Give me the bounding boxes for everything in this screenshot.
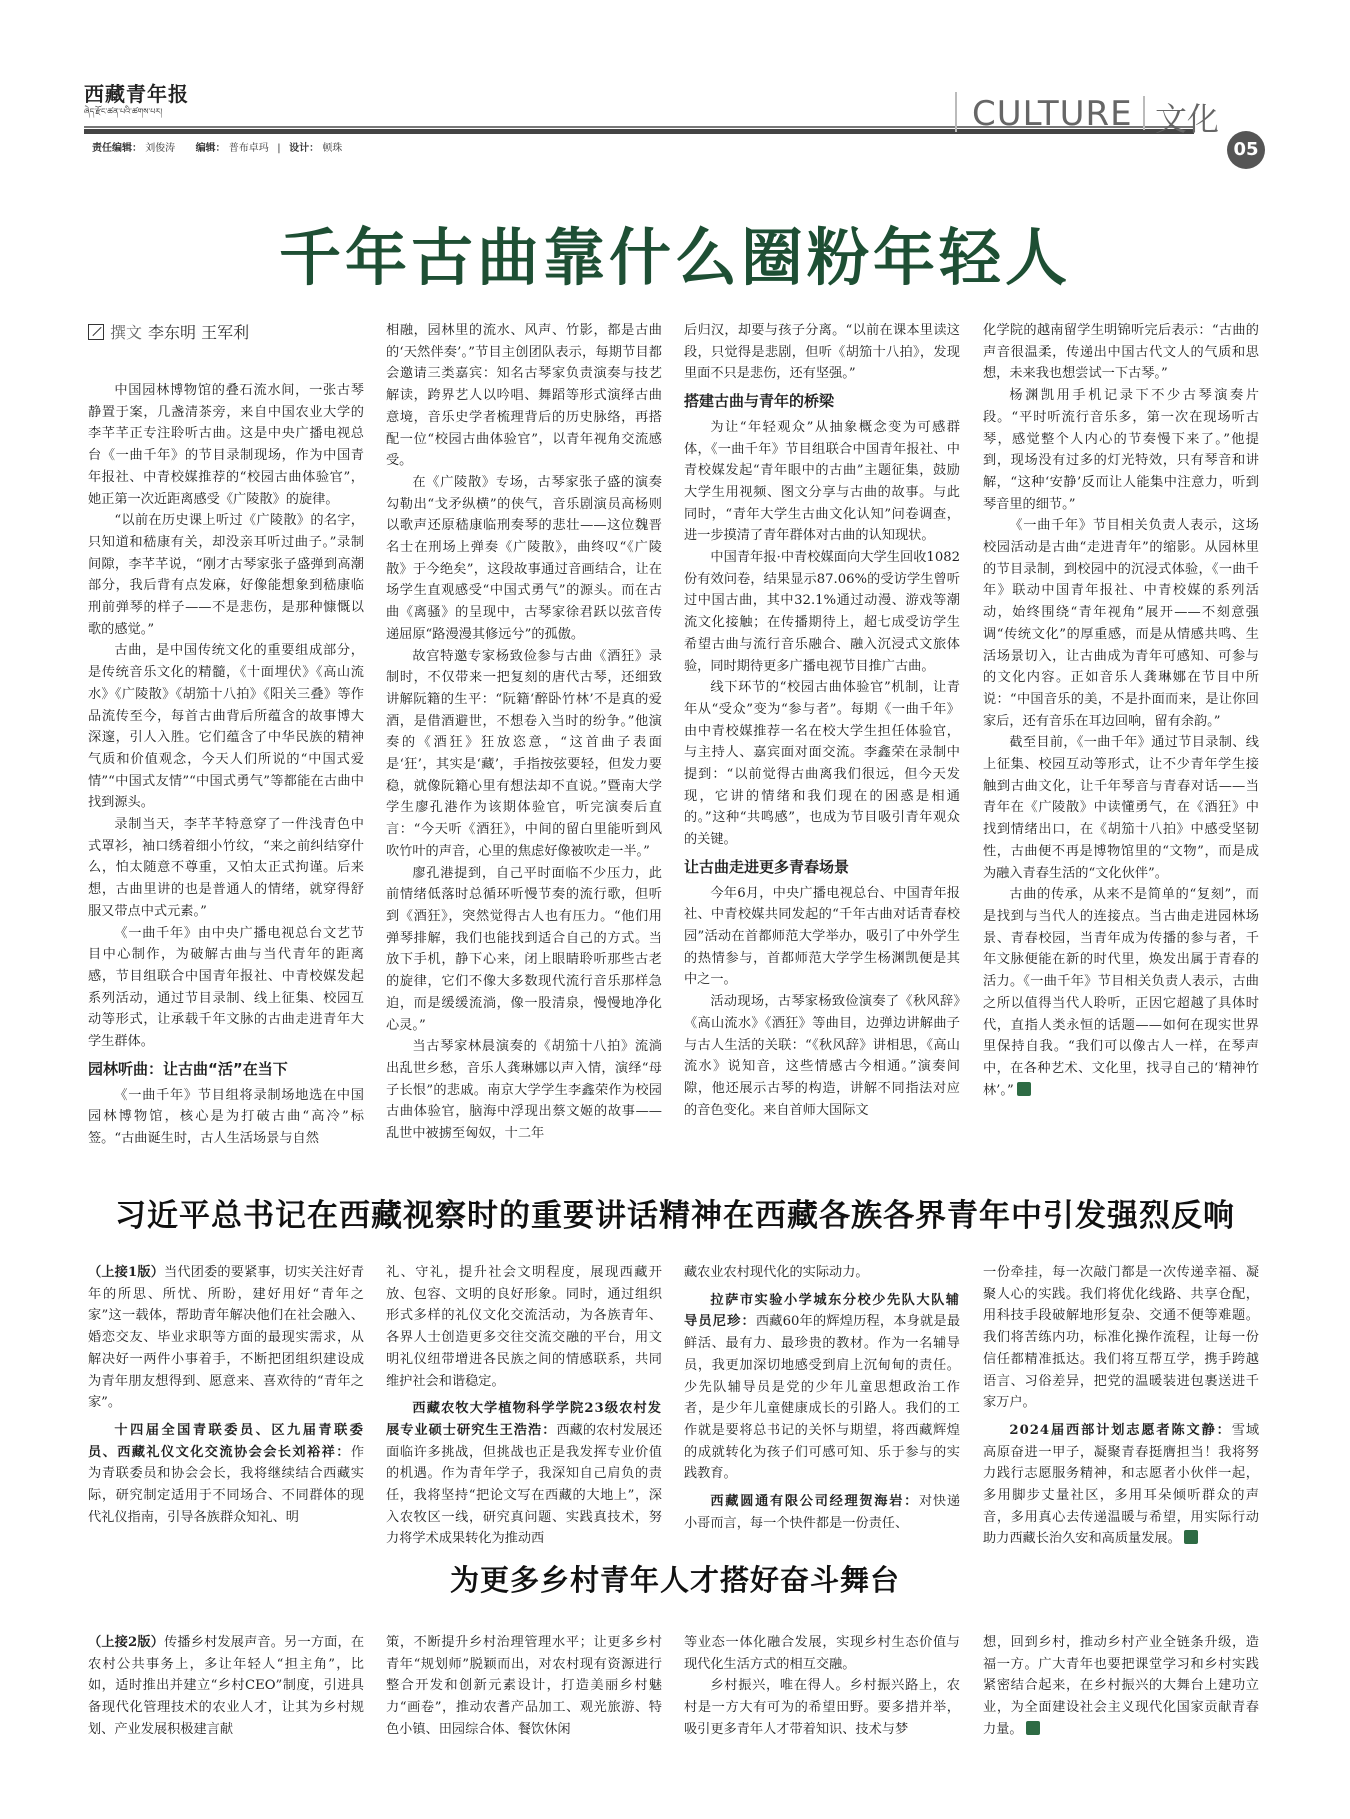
paragraph xyxy=(684,1290,960,1485)
byline xyxy=(88,320,249,343)
subheading: 搭建古曲与青年的桥梁 xyxy=(684,392,835,411)
paragraph: 乡村振兴，唯在得人。乡村振兴路上，农村是一方大有可为的希望田野。要多措并举，吸引更多青年人才带着知识、技术与梦 xyxy=(684,1678,960,1737)
end-mark-icon xyxy=(1184,1530,1198,1544)
section-divider xyxy=(955,92,957,132)
section-name-cn: 文化 xyxy=(1155,100,1220,138)
article2-column-1 xyxy=(88,1262,364,1528)
article1-column-1 xyxy=(88,380,364,1150)
paragraph: 截至目前，《一曲千年》通过节目录制、线上征集、校园互动等形式，让不少青年学生接触到古曲文化，让千年琴音与青春对话——当青年在《广陵散》中读懂勇气，在《酒狂》中找到情绪出口，在《胡笳十八拍》中感受坚韧性，古曲便不再是博物馆里的“文物”，而是成为融入青春生活的“文化伙伴”。 xyxy=(983,735,1259,881)
paragraph xyxy=(88,1632,364,1741)
article3-column-2 xyxy=(386,1632,662,1741)
editor-credits xyxy=(92,139,342,154)
editor2-label: 编辑： xyxy=(195,143,226,154)
article2-column-3 xyxy=(684,1262,960,1534)
continued-marker: （上接1版） xyxy=(88,1265,165,1280)
pen-icon xyxy=(88,324,104,340)
subheading: 园林听曲：让古曲“活”在当下 xyxy=(88,1059,288,1078)
paragraph-text: 对快递小哥而言，每一个快件都是一份责任、 xyxy=(684,1494,961,1531)
paragraph: 中国园林博物馆的叠石流水间，一张古琴静置于案，几盏清茶旁，来自中国农业大学的李芊芊正专注聆听古曲。这是中央广播电视总台《一曲千年》的节目录制现场，作为中国青年报社、中青校媒推荐的“校园古曲体验官”，她正第一次近距离感受《广陵散》的旋律。 xyxy=(88,383,364,507)
paragraph-text: 传播乡村发展声音。另一方面，在农村公共事务上，多让年轻人“担主角”，比如，适时推出并建立“乡村CEO”制度，引进具备现代化管理技术的农业人才，让其为乡村规划、产业发展积极建言献 xyxy=(88,1635,365,1737)
paragraph: 《一曲千年》节目组将录制场地选在中国园林博物馆，核心是为打破古曲“高冷”标签。“古曲诞生时，古人生活场景与自然 xyxy=(88,1087,364,1146)
paragraph: 后归汉，却要与孩子分离。“以前在课本里读这段，只觉得是悲剧，但听《胡笳十八拍》，发现里面不只是悲伤，还有坚强。” xyxy=(684,323,960,382)
speaker-label: 西藏圆通有限公司经理贺海岩： xyxy=(710,1494,920,1510)
article3-headline: 为更多乡村青年人才搭好奋斗舞台 xyxy=(449,1563,900,1597)
paragraph: 录制当天，李芊芊特意穿了一件浅青色中式罩衫，袖口绣着细小竹纹，“来之前纠结穿什么，怕太随意不尊重，又怕太正式拘谨。后来想，古曲里讲的也是普通人的情绪，就穿得舒服又带点中式元素。” xyxy=(88,817,364,919)
main-headline: 千年古曲靠什么圈粉年轻人 xyxy=(278,221,1071,294)
paragraph: 杨渊凯用手机记录下不少古琴演奏片段。“平时听流行音乐多，第一次在现场听古琴，感觉整个人内心的节奏慢下来了。”他提到，现场没有过多的灯光特效，只有琴音和讲解，“这种‘安静’反而让人能集中注意力，听到琴音里的细节。” xyxy=(983,388,1259,512)
paragraph-text: 当代团委的要紧事，切实关注好青年的所思、所忧、所盼，建好用好“青年之家”这一载体，帮助青年解决他们在社会融入、婚恋交友、毕业求职等方面的最现实需求，从解决好一两件小事着手，不断把团组织建设成为青年朋友想得到、愿意来、喜欢待的“青年之家”。 xyxy=(88,1265,365,1411)
paragraph: 《一曲千年》由中央广播电视总台文艺节目中心制作，为破解古曲与当代青年的距离感，节目组联合中国青年报社、中青校媒发起系列活动，通过节目录制、线上征集、校园互动等形式，让承载千年文脉的古曲走进青年大学生群体。 xyxy=(88,925,364,1050)
credits-separator: | xyxy=(277,143,281,154)
paragraph: 故宫特邀专家杨致俭参与古曲《酒狂》录制时，不仅带来一把复刻的唐代古琴，还细致讲解阮籍的生平：“阮籍‘醉卧竹林’不是真的爱酒，是借酒避世，不想卷入当时的纷争。”他演奏的《酒狂》狂放恣意，“这首曲子表面是‘狂’，其实是‘藏’，手指按弦要轻，但发力要稳，就像阮籍心里有想法却不直说。”暨南大学学生廖孔港作为该期体验官，听完演奏后直言：“今天听《酒狂》，中间的留白里能听到风吹竹叶的声音，心里的焦虑好像被吹走一半。” xyxy=(386,648,662,859)
paragraph: 古曲，是中国传统文化的重要组成部分，是传统音乐文化的精髓，《十面埋伏》《高山流水》《广陵散》《胡笳十八拍》《阳关三叠》等作品流传至今，每首古曲背后所蕴含的故事博大深邃，引人入胜。它们蕴含了中华民族的精神气质和价值观念，今天人们所说的“中国式爱情”“中国式友情”“中国式勇气”等都能在古曲中找到源头。 xyxy=(88,643,364,811)
byline-authors: 李东明 王军利 xyxy=(148,323,250,342)
paragraph-text: 作为青联委员和协会会长，我将继续结合西藏实际，研究制定适用于不同场合、不同群体的现代礼仪指南，引导各族群众知礼、明 xyxy=(88,1444,364,1525)
editor2-name: 普布卓玛 xyxy=(228,143,269,154)
article3-column-3 xyxy=(684,1632,960,1741)
section-name-en: CULTURE xyxy=(972,94,1133,134)
paragraph: 策，不断提升乡村治理管理水平；让更多乡村青年“规划师”脱颖而出，对农村现有资源进行整合开发和创新元素设计，打造美丽乡村魅力“画卷”，推动农耆产品加工、观光旅游、特色小镇、田园综合体、餐饮休闲 xyxy=(386,1635,662,1737)
speaker-label: 2024届西部计划志愿者陈文静： xyxy=(1009,1422,1232,1438)
paragraph: 线下环节的“校园古曲体验官”机制，让青年从“受众”变为“参与者”。每期《一曲千年》由中青校媒推荐一名在校大学生担任体验官，与主持人、嘉宾面对面交流。李鑫荣在录制中提到：“以前觉得古曲离我们很远，但今天发现，它讲的情绪和我们现在的困惑是相通的。”这种“共鸣感”，也成为节目吸引青年观众的关键。 xyxy=(684,680,960,848)
article1-column-2 xyxy=(386,320,662,1145)
subheading: 让古曲走进更多青春场景 xyxy=(684,857,850,876)
page-number-badge: 05 xyxy=(1227,131,1265,169)
speaker-label: 西藏农牧大学植物科学学院23级农村发展专业硕士研究生王浩浩： xyxy=(386,1401,662,1438)
article1-column-3 xyxy=(684,320,960,1121)
continued-marker: （上接2版） xyxy=(88,1635,165,1650)
article2-column-2 xyxy=(386,1262,662,1550)
paragraph xyxy=(88,1420,364,1529)
article3-column-4 xyxy=(983,1632,1259,1741)
paragraph: 化学院的越南留学生明锦听完后表示：“古曲的声音很温柔，传递出中国古代文人的气质和思想，未来我也想尝试一下古琴。” xyxy=(983,323,1259,382)
paragraph-text: 想，回到乡村，推动乡村产业全链条升级，造福一方。广大青年也要把课堂学习和乡村实践紧密结合起来，在乡村振兴的大舞台上建功立业，为全面建设社会主义现代化国家贡献青春力量。 xyxy=(983,1635,1259,1737)
article1-column-4 xyxy=(983,320,1259,1101)
paragraph: 今年6月，中央广播电视总台、中国青年报社、中青校媒共同发起的“千年古曲对话青春校园”活动在首都师范大学举办，吸引了中外学生的热情参与，首都师范大学学生杨渊凯便是其中之一。 xyxy=(684,885,960,988)
design-label: 设计： xyxy=(289,143,320,154)
paragraph: “以前在历史课上听过《广陵散》的名字，只知道和嵇康有关，却没亲耳听过曲子。”录制间隙，李芊芊说，“刚才古琴家张子盛弹到高潮部分，我后背有点发麻，好像能想象到嵇康临刑前弹琴的样子——不是悲伤，是那种慷慨以歌的感觉。” xyxy=(88,513,364,637)
paragraph: 廖孔港提到，自己平时面临不少压力，此前情绪低落时总循环听慢节奏的流行歌，但听到《酒狂》，突然觉得古人也有压力。“他们用弹琴排解，我们也能找到适合自己的方式。当放下手机，静下心来，闭上眼睛聆听那些古老的旋律，它们不像大多数现代流行音乐那样急迫，而是缓缓流淌，像一股清泉，慢慢地净化心灵。” xyxy=(386,865,662,1033)
article3-column-1 xyxy=(88,1632,364,1741)
paragraph-text: 古曲的传承，从来不是简单的“复刻”，而是找到与当代人的连接点。当古曲走进园林场景、青春校园，当青年成为传播的参与者，千年文脉便能在新的时代里，焕发出属于青春的活力。《一曲千年》节目相关负责人表示，古曲之所以值得当代人聆听，正因它超越了具体时代，直指人类永恒的话题——如何在现实世界里保持自我。“我们可以像古人一样，在琴声中，在各种艺术、文化里，找寻自己的‘精神竹林’。” xyxy=(983,887,1259,1098)
paragraph: 相融，园林里的流水、风声、竹影，都是古曲的‘天然伴奏’。”节目主创团队表示，每期节目都会邀请三类嘉宾：知名古琴家负责演奏与技艺解读，跨界艺人以吟唱、舞蹈等形式演绎古曲意境，音乐史学者梳理背后的历史脉络，再搭配一位“校园古曲体验官”，以青年视角交流感受。 xyxy=(386,323,662,469)
section-divider-2 xyxy=(1143,96,1145,130)
paragraph: 为让“年轻观众”从抽象概念变为可感群体，《一曲千年》节目组联合中国青年报社、中青校媒发起“青年眼中的古曲”主题征集，鼓励大学生用视频、图文分享与古曲的故事。与此同时，“青年大学生古曲文化认知”问卷调查，进一步摸清了青年群体对古曲的认知现状。 xyxy=(684,419,960,544)
masthead: 西藏青年报 xyxy=(84,82,189,106)
paragraph: 当古琴家林晨演奏的《胡笳十八拍》流淌出乱世乡愁，音乐人龚琳娜以声入情，演绎“母子长恨”的悲戚。南京大学学生李鑫荣作为校园古曲体验官，脑海中浮现出蔡文姬的故事——乱世中被掳至匈奴，十二年 xyxy=(386,1039,662,1142)
paragraph: 藏农业农村现代化的实际动力。 xyxy=(684,1265,869,1280)
paragraph xyxy=(684,1491,960,1534)
paragraph: 《一曲千年》节目相关负责人表示，这场校园活动是古曲“走进青年”的缩影。从园林里的节目录制，到校园中的沉浸式体验，《一曲千年》联动中国青年报社、中青校媒的系列活动，始终围绕“青年视角”展开——不刻意强调“传统文化”的厚重感，而是从情感共鸣、生活场景切入，让古曲成为青年可感知、可参与的文化内容。正如音乐人龚琳娜在节目中所说：“中国音乐的美，不是扑面而来，是让你回家后，还有音乐在耳边回响，留有余韵。” xyxy=(983,518,1259,729)
paragraph xyxy=(983,1632,1259,1741)
end-mark-icon xyxy=(1017,1082,1031,1096)
article2-column-4 xyxy=(983,1262,1259,1550)
byline-label: 撰文 xyxy=(110,323,143,342)
masthead-subtitle: ཞེད་རྫོང་ཚན་པའི་ཚགས་པར། xyxy=(84,107,163,116)
speaker-label: 拉萨市实验小学城东分校少先队大队辅导员尼珍： xyxy=(684,1292,960,1330)
speaker-label: 十四届全国青联委员、区九届青联委员、西藏礼仪文化交流协会会长刘裕祥： xyxy=(88,1422,364,1460)
paragraph: 中国青年报·中青校媒面向大学生回收1082份有效问卷，结果显示87.06%的受访学生曾听过中国古曲，其中32.1%通过动漫、游戏等潮流文化接触；在传播期待上，超七成受访学生希望古曲与流行音乐融合、融入沉浸式文旅体验，同时期待更多广播电视节目推广古曲。 xyxy=(684,550,960,674)
paragraph: 一份牵挂，每一次敲门都是一次传递幸福、凝聚人心的实践。我们将优化线路、共享仓配，用科技手段破解地形复杂、交通不便等难题。我们将苦练内功，标准化操作流程，让每一份信任都精准抵达。我们将互帮互学，携手跨越语言、习俗差异，把党的温暖装进包裹送进千家万户。 xyxy=(983,1265,1259,1411)
design-name: 顿珠 xyxy=(322,143,343,154)
paragraph-text: 西藏的农村发展还面临许多挑战，但挑战也正是我发挥专业价值的机遇。作为青年学子，我深知自己肩负的责任，我将坚持“把论文写在西藏的大地上”，深入农牧区一线，研究真问题、实践真技术，努力将学术成果转化为推动西 xyxy=(386,1422,663,1547)
paragraph xyxy=(983,884,1259,1101)
end-mark-icon xyxy=(1026,1721,1040,1735)
paragraph-text: 西藏60年的辉煌历程，本身就是最鲜活、最有力、最珍贵的教材。作为一名辅导员，我更加深切地感受到肩上沉甸甸的责任。少先队辅导员是党的少年儿童思想政治工作者，是少年儿童健康成长的引路人。我们的工作就是要将总书记的关怀与期望，将西藏辉煌的成就转化为孩子们可感可知、乐于参与的实践教育。 xyxy=(684,1314,961,1482)
article2-headline: 习近平总书记在西藏视察时的重要讲话精神在西藏各族各界青年中引发强烈反响 xyxy=(115,1198,1235,1234)
paragraph: 活动现场，古琴家杨致俭演奏了《秋风辞》《高山流水》《酒狂》等曲目，边弹边讲解曲子与古人生活的关联：“《秋风辞》讲相思，《高山流水》说知音，这些情感古今相通。”演奏间隙，他还展示古琴的构造，讲解不同指法对应的音色变化。来自首师大国际文 xyxy=(684,994,960,1118)
paragraph: 等业态一体化融合发展，实现乡村生态价值与现代化生活方式的相互交融。 xyxy=(684,1635,960,1672)
paragraph xyxy=(983,1420,1259,1550)
paragraph xyxy=(386,1398,662,1550)
paragraph: 在《广陵散》专场，古琴家张子盛的演奏勾勒出“戈矛纵横”的侠气，音乐剧演员高杨则以歌声还原嵇康临刑奏琴的悲壮——这位魏晋名士在刑场上弹奏《广陵散》，曲终叹“《广陵散》于今绝矣”，这段故事通过音画结合，让在场学生直观感受“中国式勇气”的源头。而在古曲《离骚》的呈现中，古琴家徐君跃以弦音传递屈原“路漫漫其修远兮”的孤傲。 xyxy=(386,474,662,642)
paragraph-text: 雪域高原奋进一甲子，凝聚青春挺膺担当！我将努力践行志愿服务精神，和志愿者小伙伴一起，多用脚步丈量社区，多用耳朵倾听群众的声音，多用真心去传递温暖与希望，用实际行动助力西藏长治久安和高质量发展。 xyxy=(983,1422,1260,1547)
editor-name: 刘俊涛 xyxy=(145,143,176,154)
paragraph: 礼、守礼，提升社会文明程度，展现西藏开放、包容、文明的良好形象。同时，通过组织形式多样的礼仪文化交流活动，为各族青年、各界人士创造更多交往交流交融的平台，用文明礼仪纽带增进各民族之间的情感联系，共同维护社会和谐稳定。 xyxy=(386,1265,662,1389)
editor-label: 责任编辑： xyxy=(92,143,142,154)
paragraph xyxy=(88,1262,364,1414)
